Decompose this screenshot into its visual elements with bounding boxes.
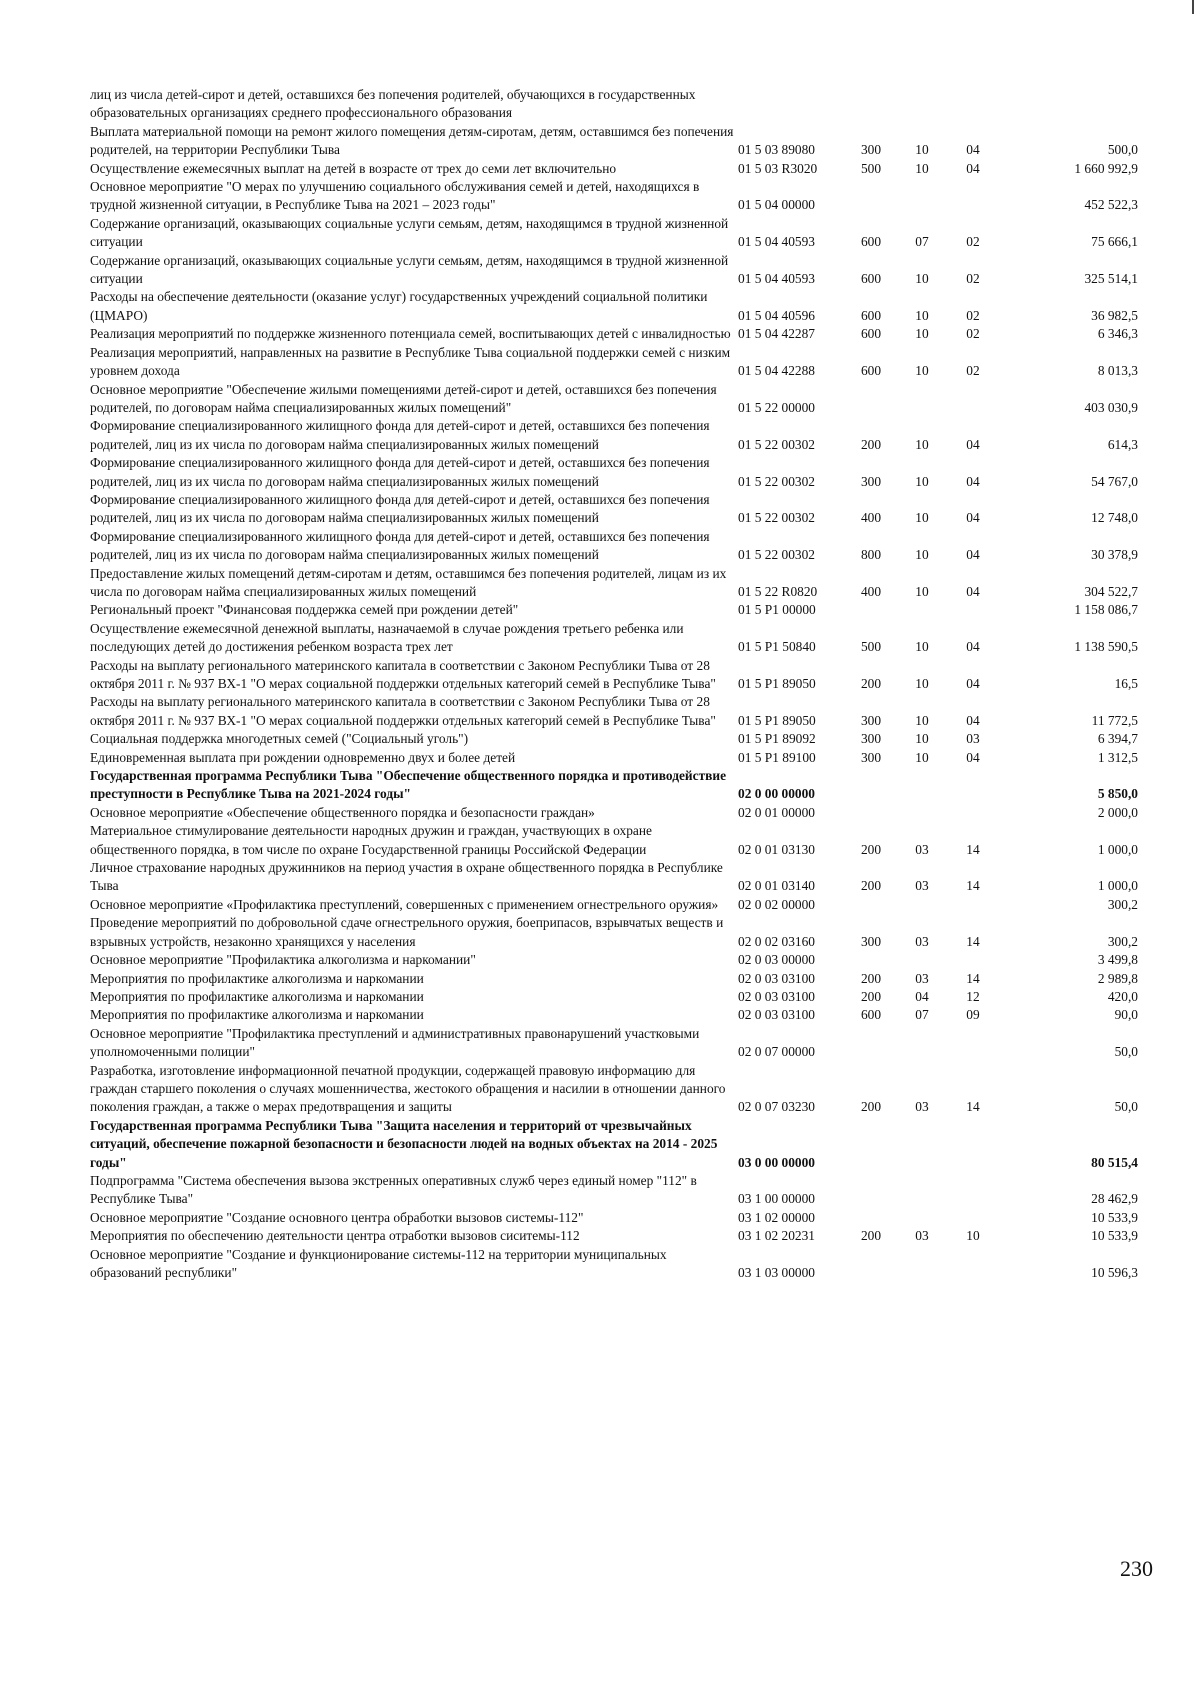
expense-type-code: 200 bbox=[860, 878, 882, 894]
row-name: Мероприятия по обеспечению деятельности центра отработки вызовов сиситемы-112 bbox=[90, 1228, 580, 1244]
target-article-code: 01 5 P1 89092 bbox=[738, 731, 816, 747]
row-name: Мероприятия по профилактике алкоголизма и наркомании bbox=[90, 1007, 424, 1023]
amount: 1 312,5 bbox=[1097, 749, 1138, 765]
expense-type-code bbox=[846, 86, 896, 123]
target-article-code: 02 0 01 03140 bbox=[738, 878, 815, 894]
table-row bbox=[90, 1246, 1138, 1283]
subsection-code: 03 bbox=[966, 731, 980, 747]
amount: 6 346,3 bbox=[1097, 326, 1138, 342]
table-row bbox=[90, 1227, 1138, 1245]
subsection-code bbox=[948, 1025, 998, 1062]
amount: 1 660 992,9 bbox=[1074, 160, 1138, 176]
target-article-code: 01 5 P1 00000 bbox=[738, 602, 816, 618]
expense-type-code bbox=[846, 1025, 896, 1062]
table-row bbox=[90, 896, 1138, 914]
target-article-code: 01 5 04 40593 bbox=[738, 234, 815, 250]
scan-edge-mark bbox=[1192, 0, 1194, 14]
subsection-code: 04 bbox=[966, 510, 980, 526]
amount: 452 522,3 bbox=[1084, 197, 1138, 213]
target-article-code: 01 5 P1 89050 bbox=[738, 676, 816, 691]
section-code: 10 bbox=[915, 160, 929, 176]
subsection-code bbox=[948, 896, 998, 914]
target-article-code: 02 0 03 00000 bbox=[738, 952, 815, 968]
amount: 10 533,9 bbox=[1091, 1228, 1138, 1244]
expense-type-code: 300 bbox=[860, 473, 882, 489]
table-row bbox=[90, 178, 1138, 215]
subsection-code: 02 bbox=[966, 326, 980, 342]
row-name: Содержание организаций, оказывающих социальные услуги семьям, детям, находящимся в трудной жизненной ситуации bbox=[90, 215, 729, 250]
section-code bbox=[896, 804, 948, 822]
amount: 10 533,9 bbox=[1091, 1209, 1138, 1225]
section-code bbox=[896, 1025, 948, 1062]
target-article-code: 01 5 P1 89050 bbox=[738, 712, 816, 728]
expense-type-code: 500 bbox=[860, 160, 882, 176]
table-row bbox=[90, 160, 1138, 178]
target-article-code bbox=[738, 86, 846, 123]
section-code: 10 bbox=[915, 749, 929, 765]
subsection-code bbox=[948, 804, 998, 822]
subsection-code bbox=[948, 1246, 998, 1283]
section-code: 10 bbox=[915, 326, 929, 342]
table-row bbox=[90, 859, 1138, 896]
amount: 325 514,1 bbox=[1084, 271, 1138, 287]
row-name: лиц из числа детей-сирот и детей, оставшихся без попечения родителей, обучающихся в государственных образовательных организациях среднего профессионального образования bbox=[90, 87, 696, 121]
expense-type-code: 600 bbox=[860, 307, 882, 323]
target-article-code: 01 5 04 40593 bbox=[738, 271, 815, 287]
table-row bbox=[90, 749, 1138, 767]
amount: 300,2 bbox=[1107, 896, 1138, 912]
subsection-code: 10 bbox=[966, 1228, 980, 1244]
target-article-code: 02 0 07 00000 bbox=[738, 1044, 815, 1060]
section-code bbox=[896, 951, 948, 969]
target-article-code: 03 1 02 20231 bbox=[738, 1228, 815, 1244]
expense-type-code bbox=[846, 951, 896, 969]
expense-type-code: 500 bbox=[860, 639, 882, 655]
amount: 11 772,5 bbox=[1091, 712, 1138, 728]
row-name: Содержание организаций, оказывающих социальные услуги семьям, детям, находящимся в трудной жизненной ситуации bbox=[90, 252, 729, 287]
section-code: 10 bbox=[915, 271, 929, 287]
subsection-code bbox=[948, 86, 998, 123]
target-article-code: 02 0 02 03160 bbox=[738, 933, 815, 949]
subsection-code: 14 bbox=[966, 1099, 980, 1115]
table-row bbox=[90, 344, 1138, 381]
target-article-code: 01 5 22 00000 bbox=[738, 399, 815, 415]
table-row bbox=[90, 693, 1138, 730]
section-code: 10 bbox=[915, 712, 929, 728]
amount: 12 748,0 bbox=[1091, 510, 1138, 526]
row-name: Формирование специализированного жилищного фонда для детей-сирот и детей, оставшихся без попечения родителей, лиц из их числа по договорам найма специализированных жилых помещений bbox=[90, 528, 710, 563]
target-article-code: 02 0 03 03100 bbox=[738, 1007, 815, 1023]
section-code: 10 bbox=[915, 639, 929, 655]
subsection-code: 14 bbox=[966, 878, 980, 894]
section-code: 04 bbox=[915, 988, 929, 1004]
section-code: 10 bbox=[915, 142, 929, 158]
expense-type-code: 300 bbox=[860, 933, 882, 949]
target-article-code: 01 5 P1 89100 bbox=[738, 749, 816, 765]
table-row bbox=[90, 325, 1138, 343]
expense-type-code bbox=[846, 1117, 896, 1172]
subsection-code: 04 bbox=[966, 160, 980, 176]
target-article-code: 01 5 04 40596 bbox=[738, 307, 815, 323]
amount: 1 000,0 bbox=[1097, 841, 1138, 857]
amount: 1 000,0 bbox=[1097, 878, 1138, 894]
section-code: 03 bbox=[915, 1099, 929, 1115]
row-name: Основное мероприятие "Профилактика преступлений и административных правонарушений участковыми уполномоченными полиции" bbox=[90, 1025, 700, 1060]
target-article-code: 01 5 22 00302 bbox=[738, 436, 815, 452]
subsection-code bbox=[948, 1117, 998, 1172]
section-code bbox=[896, 601, 948, 619]
section-code: 10 bbox=[915, 547, 929, 563]
table-row bbox=[90, 970, 1138, 988]
row-name: Выплата материальной помощи на ремонт жилого помещения детям-сиротам, детям, оставшимся без попечения родителей, на территории Республики Тыва bbox=[90, 123, 734, 158]
subsection-code: 04 bbox=[966, 749, 980, 765]
expense-type-code: 200 bbox=[860, 436, 882, 452]
section-code bbox=[896, 896, 948, 914]
subsection-code: 12 bbox=[966, 988, 980, 1004]
table-row bbox=[90, 1172, 1138, 1209]
row-name: Формирование специализированного жилищного фонда для детей-сирот и детей, оставшихся без попечения родителей, лиц из их числа по договорам найма специализированных жилых помещений bbox=[90, 491, 710, 526]
target-article-code: 01 5 04 42288 bbox=[738, 363, 815, 379]
table-row bbox=[90, 565, 1138, 602]
target-article-code: 01 5 22 R0820 bbox=[738, 583, 818, 599]
table-row bbox=[90, 381, 1138, 418]
section-code bbox=[896, 1117, 948, 1172]
expense-type-code: 600 bbox=[860, 234, 882, 250]
row-name: Основное мероприятие «Профилактика преступлений, совершенных с применением огнестрельного оружия» bbox=[90, 896, 719, 912]
target-article-code: 02 0 07 03230 bbox=[738, 1099, 815, 1115]
subsection-code: 09 bbox=[966, 1007, 980, 1023]
target-article-code: 02 0 03 03100 bbox=[738, 970, 815, 986]
expense-type-code bbox=[846, 1172, 896, 1209]
table-row bbox=[90, 804, 1138, 822]
row-name: Социальная поддержка многодетных семей ("Социальный уголь") bbox=[90, 731, 469, 747]
row-name: Формирование специализированного жилищного фонда для детей-сирот и детей, оставшихся без попечения родителей, лиц из их числа по договорам найма специализированных жилых помещений bbox=[90, 455, 710, 489]
target-article-code: 02 0 02 00000 bbox=[738, 896, 815, 912]
amount: 90,0 bbox=[1114, 1007, 1138, 1023]
subsection-code bbox=[948, 178, 998, 215]
table-row bbox=[90, 767, 1138, 804]
amount: 403 030,9 bbox=[1084, 399, 1138, 415]
expense-type-code: 400 bbox=[860, 583, 882, 599]
expense-type-code: 600 bbox=[860, 326, 882, 342]
expense-type-code: 600 bbox=[860, 271, 882, 287]
amount: 54 767,0 bbox=[1091, 473, 1138, 489]
expense-type-code: 200 bbox=[860, 676, 882, 691]
row-name: Осуществление ежемесячной денежной выплаты, назначаемой в случае рождения третьего ребенка или последующих детей до достижения ребенком возраста трех лет bbox=[90, 620, 684, 655]
budget-rows bbox=[90, 86, 1138, 1282]
row-name: Материальное стимулирование деятельности народных дружин и граждан, участвующих в охране общественного порядка, в том числе по охране Государственной границы Российской Федерации bbox=[90, 823, 652, 857]
section-code bbox=[896, 178, 948, 215]
subsection-code: 02 bbox=[966, 363, 980, 379]
amount: 30 378,9 bbox=[1091, 547, 1138, 563]
target-article-code: 02 0 03 03100 bbox=[738, 988, 815, 1004]
section-code: 10 bbox=[915, 307, 929, 323]
target-article-code: 01 5 04 42287 bbox=[738, 326, 815, 342]
amount: 1 158 086,7 bbox=[1074, 602, 1138, 618]
section-code bbox=[896, 381, 948, 418]
section-code: 10 bbox=[915, 676, 929, 691]
amount: 75 666,1 bbox=[1091, 234, 1138, 250]
expense-type-code: 300 bbox=[860, 731, 882, 747]
amount: 80 515,4 bbox=[1091, 1154, 1138, 1170]
amount: 50,0 bbox=[1114, 1044, 1138, 1060]
table-row bbox=[90, 86, 1138, 123]
subsection-code: 02 bbox=[966, 234, 980, 250]
table-row bbox=[90, 822, 1138, 859]
expense-type-code bbox=[846, 1246, 896, 1283]
section-code: 10 bbox=[915, 473, 929, 489]
table-row bbox=[90, 730, 1138, 748]
expense-type-code: 600 bbox=[860, 363, 882, 379]
amount: 50,0 bbox=[1114, 1099, 1138, 1115]
page-number: 230 bbox=[1120, 1556, 1153, 1581]
subsection-code: 04 bbox=[966, 547, 980, 563]
expense-type-code bbox=[846, 601, 896, 619]
row-name: Предоставление жилых помещений детям-сиротам и детям, оставшимся без попечения родителей, лицам из их числа по договорам найма специализированных жилых помещений bbox=[90, 565, 727, 599]
target-article-code: 03 0 00 00000 bbox=[738, 1154, 815, 1170]
subsection-code bbox=[948, 767, 998, 804]
amount: 2 000,0 bbox=[1097, 804, 1138, 820]
target-article-code: 02 0 00 00000 bbox=[738, 786, 815, 802]
section-code: 10 bbox=[915, 363, 929, 379]
table-row bbox=[90, 1117, 1138, 1172]
expense-type-code bbox=[846, 804, 896, 822]
row-name: Реализация мероприятий, направленных на развитие в Республике Тыва социальной поддержки семей с низким уровнем дохода bbox=[90, 344, 731, 379]
expense-type-code: 200 bbox=[860, 1099, 882, 1115]
table-row bbox=[90, 1006, 1138, 1024]
section-code bbox=[896, 1209, 948, 1227]
expense-type-code: 200 bbox=[860, 970, 882, 986]
amount: 300,2 bbox=[1107, 933, 1138, 949]
table-row bbox=[90, 1209, 1138, 1227]
section-code: 03 bbox=[915, 878, 929, 894]
target-article-code: 02 0 01 00000 bbox=[738, 804, 815, 820]
row-name: Расходы на выплату регионального материнского капитала в соответствии с Законом Республики Тыва от 28 октября 2011 г. № 937 ВХ-1 "О мерах социальной поддержки отдельных категорий семей в Республике Тыва" bbox=[90, 657, 716, 691]
target-article-code: 03 1 00 00000 bbox=[738, 1191, 815, 1207]
expense-type-code bbox=[846, 178, 896, 215]
expense-type-code: 200 bbox=[860, 1228, 882, 1244]
subsection-code bbox=[948, 601, 998, 619]
subsection-code: 14 bbox=[966, 970, 980, 986]
subsection-code: 04 bbox=[966, 473, 980, 489]
table-row bbox=[90, 951, 1138, 969]
expense-type-code: 300 bbox=[860, 712, 882, 728]
table-row bbox=[90, 417, 1138, 454]
table-row bbox=[90, 123, 1138, 160]
subsection-code bbox=[948, 381, 998, 418]
table-row bbox=[90, 601, 1138, 619]
amount bbox=[998, 86, 1138, 123]
expense-type-code: 400 bbox=[860, 510, 882, 526]
amount: 8 013,3 bbox=[1097, 363, 1138, 379]
amount: 28 462,9 bbox=[1091, 1191, 1138, 1207]
expense-type-code: 300 bbox=[860, 749, 882, 765]
row-name: Осуществление ежемесячных выплат на детей в возрасте от трех до семи лет включительно bbox=[90, 160, 617, 176]
amount: 36 982,5 bbox=[1091, 307, 1138, 323]
expense-type-code: 300 bbox=[860, 142, 882, 158]
target-article-code: 01 5 22 00302 bbox=[738, 547, 815, 563]
subsection-code bbox=[948, 1172, 998, 1209]
section-code: 10 bbox=[915, 731, 929, 747]
row-name: Государственная программа Республики Тыва "Обеспечение общественного порядка и противодействие преступности в Республике Тыва на 2021-2024 годы" bbox=[90, 768, 727, 802]
row-name: Мероприятия по профилактике алкоголизма и наркомании bbox=[90, 988, 424, 1004]
table-row bbox=[90, 657, 1138, 694]
amount: 304 522,7 bbox=[1084, 583, 1138, 599]
section-code: 10 bbox=[915, 583, 929, 599]
section-code: 03 bbox=[915, 970, 929, 986]
amount: 2 989,8 bbox=[1097, 970, 1138, 986]
row-name: Подпрограмма "Система обеспечения вызова экстренных оперативных служб через единый номер "112" в Республике Тыва" bbox=[90, 1172, 697, 1207]
amount: 3 499,8 bbox=[1097, 952, 1138, 968]
section-code: 03 bbox=[915, 841, 929, 857]
table-row bbox=[90, 215, 1138, 252]
row-name: Расходы на обеспечение деятельности (оказание услуг) государственных учреждений социальной политики (ЦМАРО) bbox=[90, 289, 708, 323]
row-name: Формирование специализированного жилищного фонда для детей-сирот и детей, оставшихся без попечения родителей, лиц из их числа по договорам найма специализированных жилых помещений bbox=[90, 418, 710, 452]
table-row bbox=[90, 288, 1138, 325]
row-name: Основное мероприятие "Создание и функционирование системы-112 на территории муниципальных образований республики" bbox=[90, 1246, 667, 1280]
row-name: Мероприятия по профилактике алкоголизма и наркомании bbox=[90, 970, 424, 986]
row-name: Основное мероприятие "Создание основного центра обработки вызовов системы-112" bbox=[90, 1209, 584, 1225]
budget-table bbox=[90, 86, 1138, 1282]
target-article-code: 03 1 02 00000 bbox=[738, 1209, 815, 1225]
row-name: Основное мероприятие "Профилактика алкоголизма и наркомании" bbox=[90, 952, 476, 968]
expense-type-code: 600 bbox=[860, 1007, 882, 1023]
table-row bbox=[90, 528, 1138, 565]
table-row bbox=[90, 1025, 1138, 1062]
subsection-code: 14 bbox=[966, 841, 980, 857]
target-article-code: 01 5 22 00302 bbox=[738, 510, 815, 526]
subsection-code: 04 bbox=[966, 436, 980, 452]
section-code: 07 bbox=[915, 234, 929, 250]
row-name: Государственная программа Республики Тыва "Защита населения и территорий от чрезвычайных ситуаций, обеспечение пожарной безопасности и безопасности людей на водных объектах на 2014 - 2025 годы" bbox=[90, 1117, 718, 1170]
subsection-code: 04 bbox=[966, 676, 980, 691]
row-name: Региональный проект "Финансовая поддержка семей при рождении детей" bbox=[90, 602, 519, 618]
target-article-code: 03 1 03 00000 bbox=[738, 1265, 815, 1280]
table-row bbox=[90, 491, 1138, 528]
expense-type-code: 200 bbox=[860, 988, 882, 1004]
target-article-code: 01 5 22 00302 bbox=[738, 473, 815, 489]
expense-type-code bbox=[846, 896, 896, 914]
subsection-code: 04 bbox=[966, 712, 980, 728]
section-code bbox=[896, 1246, 948, 1283]
section-code bbox=[896, 1172, 948, 1209]
table-row bbox=[90, 454, 1138, 491]
subsection-code: 04 bbox=[966, 639, 980, 655]
target-article-code: 01 5 03 89080 bbox=[738, 142, 815, 158]
section-code: 03 bbox=[915, 933, 929, 949]
subsection-code: 04 bbox=[966, 142, 980, 158]
row-name: Основное мероприятие "Обеспечение жилыми помещениями детей-сирот и детей, оставшихся без попечения родителей, по договорам найма специализированных жилых помещений" bbox=[90, 381, 717, 415]
section-code: 03 bbox=[915, 1228, 929, 1244]
amount: 500,0 bbox=[1107, 142, 1138, 158]
section-code: 10 bbox=[915, 510, 929, 526]
row-name: Расходы на выплату регионального материнского капитала в соответствии с Законом Республики Тыва от 28 октября 2011 г. № 937 ВХ-1 "О мерах социальной поддержки отдельных категорий семей в Республике Тыва" bbox=[90, 694, 716, 728]
section-code bbox=[896, 767, 948, 804]
table-row bbox=[90, 620, 1138, 657]
target-article-code: 02 0 01 03130 bbox=[738, 841, 815, 857]
subsection-code: 04 bbox=[966, 583, 980, 599]
expense-type-code bbox=[846, 381, 896, 418]
expense-type-code: 800 bbox=[860, 547, 882, 563]
expense-type-code bbox=[846, 1209, 896, 1227]
target-article-code: 01 5 03 R3020 bbox=[738, 160, 818, 176]
subsection-code: 02 bbox=[966, 307, 980, 323]
subsection-code: 14 bbox=[966, 933, 980, 949]
table-row bbox=[90, 988, 1138, 1006]
table-row bbox=[90, 1062, 1138, 1117]
amount: 1 138 590,5 bbox=[1074, 639, 1138, 655]
section-code bbox=[896, 86, 948, 123]
amount: 614,3 bbox=[1107, 436, 1138, 452]
row-name: Единовременная выплата при рождении одновременно двух и более детей bbox=[90, 749, 516, 765]
amount: 5 850,0 bbox=[1097, 786, 1138, 802]
subsection-code bbox=[948, 951, 998, 969]
subsection-code bbox=[948, 1209, 998, 1227]
subsection-code: 02 bbox=[966, 271, 980, 287]
amount: 420,0 bbox=[1107, 988, 1138, 1004]
expense-type-code: 200 bbox=[860, 841, 882, 857]
amount: 16,5 bbox=[1114, 676, 1138, 691]
target-article-code: 01 5 04 00000 bbox=[738, 197, 815, 213]
row-name: Реализация мероприятий по поддержке жизненного потенциала семей, воспитывающих детей с инвалидностью bbox=[90, 326, 731, 342]
amount: 6 394,7 bbox=[1097, 731, 1138, 747]
expense-type-code bbox=[846, 767, 896, 804]
amount: 10 596,3 bbox=[1091, 1265, 1138, 1280]
row-name: Проведение мероприятий по добровольной сдаче огнестрельного оружия, боеприпасов, взрывчатых веществ и взрывных устройств, незаконно хранящихся у населения bbox=[90, 915, 724, 949]
row-name: Основное мероприятие «Обеспечение общественного порядка и безопасности граждан» bbox=[90, 804, 595, 820]
section-code: 07 bbox=[915, 1007, 929, 1023]
target-article-code: 01 5 P1 50840 bbox=[738, 639, 816, 655]
row-name: Разработка, изготовление информационной печатной продукции, содержащей правовую информацию для граждан старшего поколения о случаях мошенничества, жестокого обращения и насилии в отношении данного поколения граждан, а также о мерах предотвращения и защиты bbox=[90, 1062, 726, 1115]
table-row bbox=[90, 252, 1138, 289]
row-name: Основное мероприятие "О мерах по улучшению социального обслуживания семей и детей, находящихся в трудной жизненной ситуации, в Республике Тыва на 2021 – 2023 годы" bbox=[90, 179, 700, 213]
row-name: Личное страхование народных дружинников на период участия в охране общественного порядка в Республике Тыва bbox=[90, 860, 723, 894]
section-code: 10 bbox=[915, 436, 929, 452]
table-row bbox=[90, 914, 1138, 951]
